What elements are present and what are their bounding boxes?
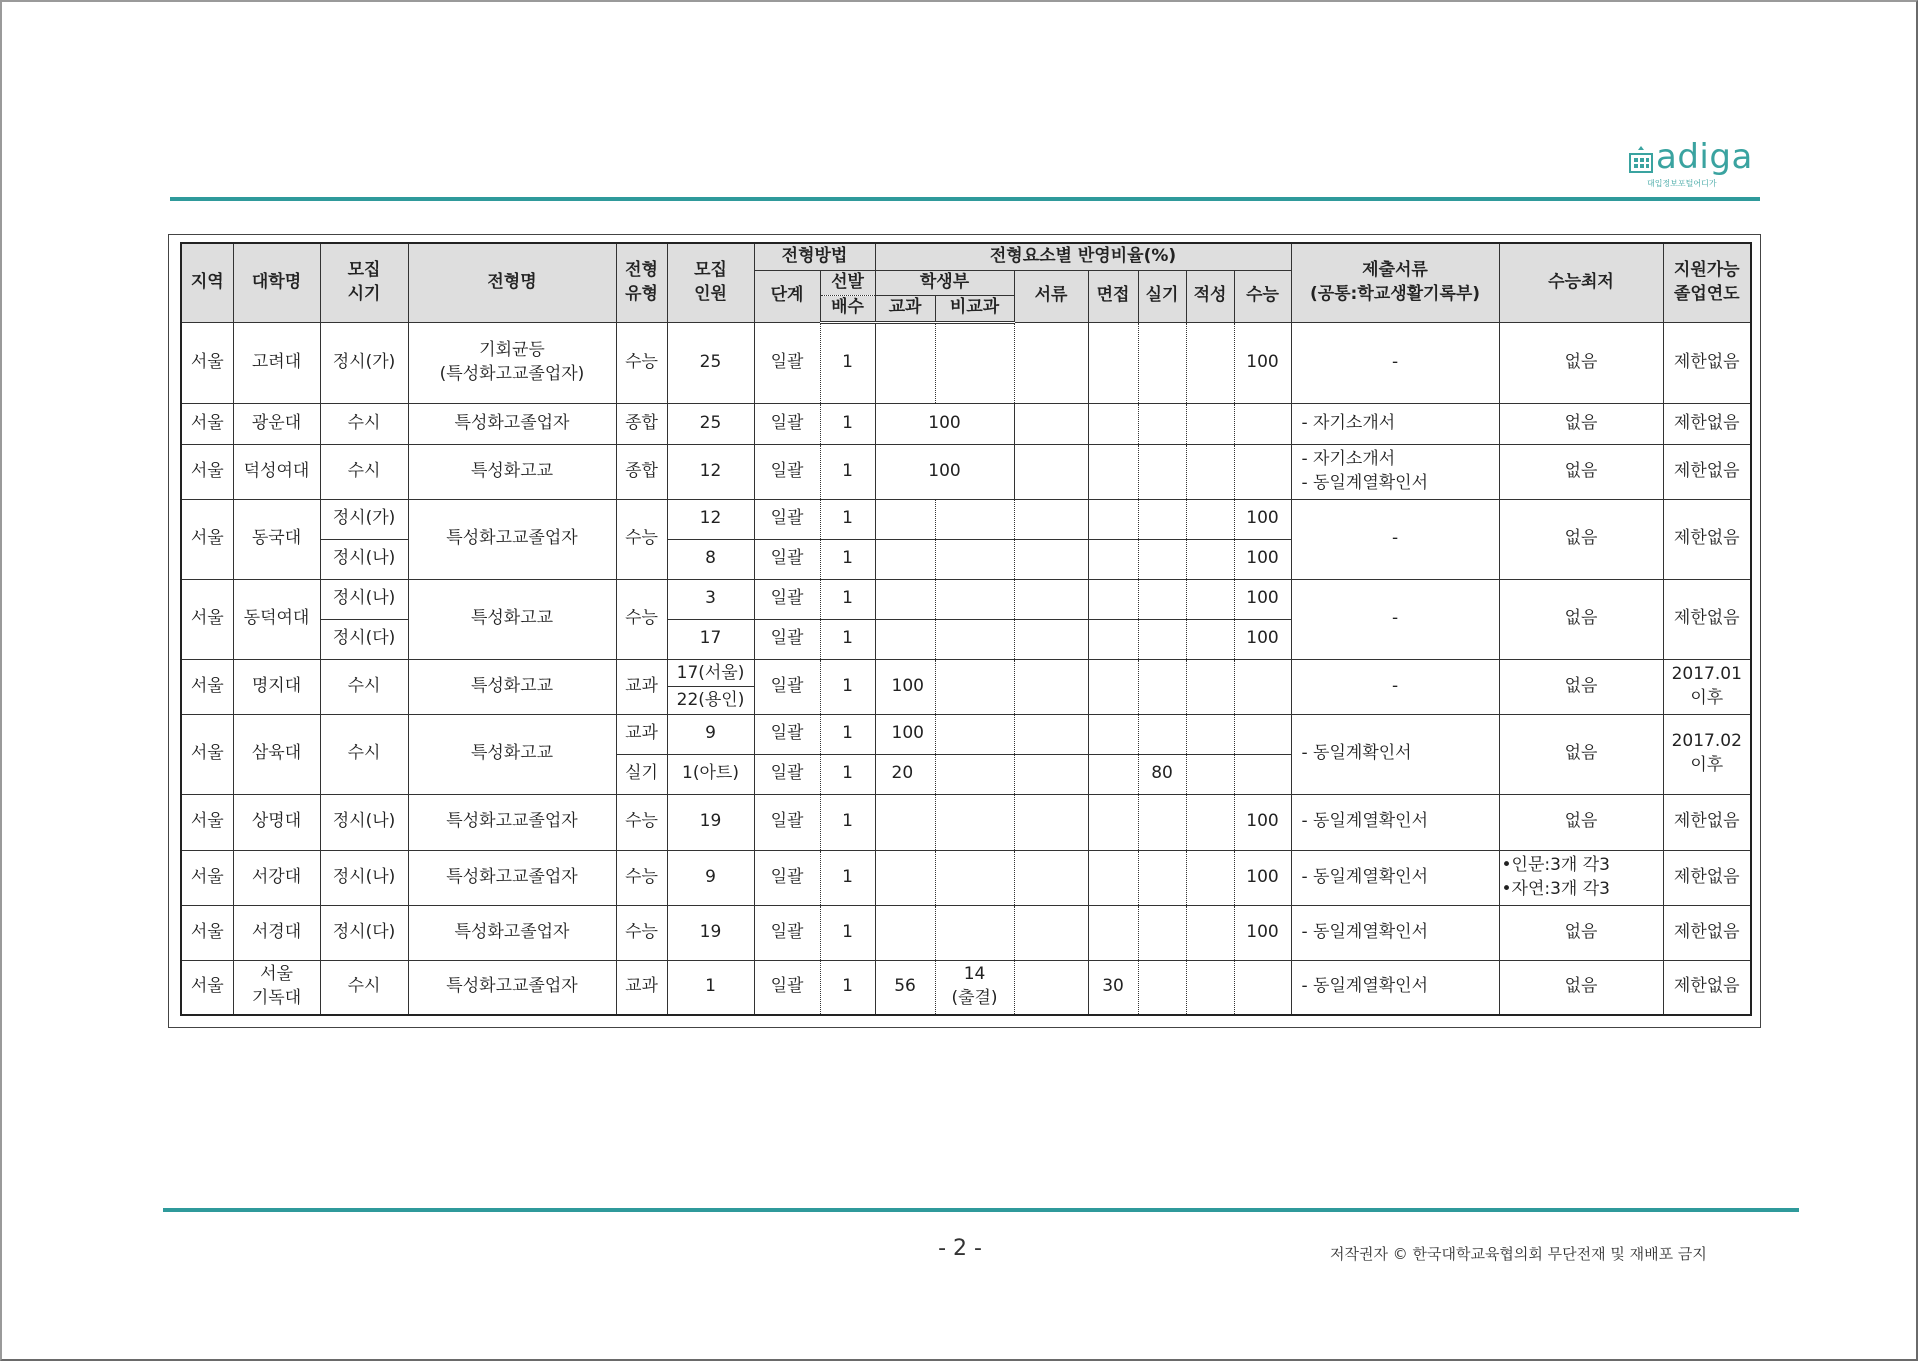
table-cell [1186, 444, 1234, 499]
header-aptitude: 적성 [1186, 270, 1234, 322]
table-row [181, 714, 1751, 754]
table-cell: 1(아트) [667, 754, 754, 794]
table-cell: 100 [875, 659, 935, 714]
table-cell [1663, 659, 1751, 714]
table-cell: 서울 [181, 794, 233, 850]
table-cell [1088, 579, 1138, 619]
table-cell: 일괄 [754, 960, 820, 1015]
table-cell [875, 539, 935, 579]
table-cell: 제한없음 [1663, 444, 1751, 499]
header-track-type [616, 243, 667, 322]
cell-text: 14 [963, 964, 986, 985]
table-cell [935, 659, 1014, 714]
table-cell: 서울 [181, 905, 233, 960]
table-cell: 수시 [320, 714, 408, 794]
header-ratio: 전형요소별 반영비율(%) [875, 243, 1291, 270]
table-cell: 서울 [181, 714, 233, 794]
table-cell: 1 [820, 403, 875, 444]
cell-text: 지원가능 [1673, 259, 1740, 280]
table-cell [1186, 794, 1234, 850]
table-cell: 100 [1234, 499, 1291, 539]
table-cell [667, 659, 754, 714]
table-cell [1138, 322, 1186, 403]
table-cell [1088, 619, 1138, 659]
table-cell: 없음 [1499, 714, 1663, 794]
table-cell: 3 [667, 579, 754, 619]
table-cell: 수능 [616, 579, 667, 659]
table-cell: 삼육대 [233, 714, 320, 794]
table-cell: 일괄 [754, 539, 820, 579]
header-subject: 교과 [875, 295, 935, 322]
table-cell: 1 [820, 794, 875, 850]
table-cell [1088, 714, 1138, 754]
table-cell: 수능 [616, 794, 667, 850]
table-cell: 정시(다) [320, 619, 408, 659]
table-cell [1234, 659, 1291, 714]
table-cell [1138, 619, 1186, 659]
table-cell: 수능 [616, 322, 667, 403]
table-cell [935, 850, 1014, 905]
table-cell: 1 [820, 905, 875, 960]
table-cell: 없음 [1499, 444, 1663, 499]
cell-text: 2017.02 [1671, 731, 1742, 752]
table-cell: 정시(나) [320, 579, 408, 619]
table-cell: 100 [1234, 794, 1291, 850]
table-cell: 일괄 [754, 322, 820, 403]
table-cell: 25 [667, 322, 754, 403]
table-row [181, 499, 1751, 539]
table-cell [1138, 794, 1186, 850]
table-cell [1088, 499, 1138, 539]
header-docs-elem: 서류 [1014, 270, 1088, 322]
table-cell: 정시(나) [320, 794, 408, 850]
header-period [320, 243, 408, 322]
cell-text: (공통:학교생활기록부) [1309, 283, 1481, 304]
table-cell [935, 905, 1014, 960]
table-cell [1138, 659, 1186, 714]
table-cell: 일괄 [754, 659, 820, 714]
header-record: 학생부 [875, 270, 1014, 295]
table-cell: 제한없음 [1663, 403, 1751, 444]
table-row [181, 403, 1751, 444]
header-region: 지역 [181, 243, 233, 322]
cell-text: (출결) [951, 988, 998, 1009]
cell-text: 시기 [347, 283, 381, 304]
table-cell [1088, 794, 1138, 850]
table-cell: 동국대 [233, 499, 320, 579]
table-cell: 특성화고교 [408, 659, 616, 714]
adiga-logo [1628, 137, 1764, 190]
table-cell [1186, 619, 1234, 659]
table-cell: 종합 [616, 403, 667, 444]
cell-text: 유형 [625, 283, 658, 304]
table-cell: 서울 [181, 403, 233, 444]
cell-text: 서울 [260, 964, 293, 985]
table-cell [935, 579, 1014, 619]
cell-text: 이후 [1690, 755, 1724, 775]
header-method: 전형방법 [754, 243, 875, 270]
table-cell: 제한없음 [1663, 794, 1751, 850]
table-cell [875, 794, 935, 850]
table-cell [1014, 444, 1088, 499]
table-cell: 1 [667, 960, 754, 1015]
table-cell [1138, 905, 1186, 960]
table-cell: 고려대 [233, 322, 320, 403]
table-cell [1234, 714, 1291, 754]
table-cell [1186, 850, 1234, 905]
table-cell: 수능 [616, 850, 667, 905]
table-cell [1138, 403, 1186, 444]
table-cell: 교과 [616, 714, 667, 754]
header-csat-min: 수능최저 [1499, 243, 1663, 322]
table-cell: - 동일계열확인서 [1291, 905, 1499, 960]
table-cell: 특성화고교졸업자 [408, 499, 616, 579]
table-cell [1014, 579, 1088, 619]
table-cell [875, 619, 935, 659]
cell-text: •자연:3개 각3 [1501, 878, 1610, 899]
table-cell: 제한없음 [1663, 850, 1751, 905]
table-cell: 일괄 [754, 444, 820, 499]
cell-text: 이후 [1690, 687, 1724, 708]
table-cell: 실기 [616, 754, 667, 794]
table-cell: 명지대 [233, 659, 320, 714]
table-cell [1234, 444, 1291, 499]
table-cell [1138, 579, 1186, 619]
table-cell [1014, 794, 1088, 850]
header-documents [1291, 243, 1499, 322]
table-cell [1088, 539, 1138, 579]
table-cell [875, 579, 935, 619]
header-practical: 실기 [1138, 270, 1186, 322]
table-cell [1088, 850, 1138, 905]
table-cell [1014, 499, 1088, 539]
table-cell: 제한없음 [1663, 322, 1751, 403]
table-cell: 제한없음 [1663, 579, 1751, 659]
table-cell: 특성화고교졸업자 [408, 794, 616, 850]
table-cell: 일괄 [754, 714, 820, 754]
table-cell: - [1291, 499, 1499, 579]
cell-text: - 자기소개서 [1301, 448, 1396, 469]
table-cell [1014, 905, 1088, 960]
table-cell: 일괄 [754, 579, 820, 619]
cell-text: 제출서류 [1362, 259, 1428, 280]
table-cell [935, 499, 1014, 539]
page-number: - 2 - [938, 1236, 982, 1261]
table-cell: 상명대 [233, 794, 320, 850]
table-cell: 특성화고교졸업자 [408, 850, 616, 905]
table-row [181, 322, 1751, 403]
header-interview: 면접 [1088, 270, 1138, 322]
table-cell [1186, 499, 1234, 539]
table-cell: 수능 [616, 499, 667, 579]
table-cell: - 자기소개서 [1291, 403, 1499, 444]
cell-text: 전형 [625, 259, 658, 280]
table-cell: 100 [875, 714, 935, 754]
table-cell: 일괄 [754, 403, 820, 444]
table-cell: - 동일계확인서 [1291, 714, 1499, 794]
table-row [181, 905, 1751, 960]
header-multiple-1: 선발 [820, 270, 875, 295]
table-cell: - 동일계열확인서 [1291, 960, 1499, 1015]
table-cell: 서경대 [233, 905, 320, 960]
table-cell [1014, 403, 1088, 444]
table-cell [935, 794, 1014, 850]
table-cell: 정시(나) [320, 850, 408, 905]
table-cell: 특성화고졸업자 [408, 905, 616, 960]
table-cell: 광운대 [233, 403, 320, 444]
table-row [181, 579, 1751, 619]
table-cell: 수시 [320, 960, 408, 1015]
table-row [181, 960, 1751, 1015]
table-cell [1088, 322, 1138, 403]
table-cell [1186, 754, 1234, 794]
table-cell: 수시 [320, 659, 408, 714]
table-cell [408, 322, 616, 403]
table-cell: 1 [820, 499, 875, 539]
table-cell: 17 [667, 619, 754, 659]
cell-text: 인원 [694, 283, 727, 304]
table-cell: 없음 [1499, 659, 1663, 714]
table-cell [1014, 659, 1088, 714]
cell-text: (특성화고교졸업자) [439, 363, 585, 384]
cell-text: 17(서울) [668, 660, 754, 687]
table-cell: 정시(나) [320, 539, 408, 579]
table-cell: 서울 [181, 499, 233, 579]
cell-text: 기회균등 [479, 339, 545, 360]
cell-text: •인문:3개 각3 [1501, 854, 1610, 875]
table-cell: 56 [875, 960, 935, 1015]
table-cell: 9 [667, 714, 754, 754]
table-cell: 서울 [181, 850, 233, 905]
table-cell: 1 [820, 322, 875, 403]
logo-subtitle: 대입정보포털어디가 [1647, 179, 1717, 188]
table-cell: 수시 [320, 444, 408, 499]
table-cell: 일괄 [754, 905, 820, 960]
table-cell: 특성화고교 [408, 714, 616, 794]
table-cell [1014, 850, 1088, 905]
table-cell: 없음 [1499, 905, 1663, 960]
header-grad-year [1663, 243, 1751, 322]
table-cell: 수능 [616, 905, 667, 960]
table-cell: 없음 [1499, 403, 1663, 444]
table-cell: - [1291, 579, 1499, 659]
table-row [181, 444, 1751, 499]
table-cell: 19 [667, 794, 754, 850]
table-cell [1186, 539, 1234, 579]
table-cell [1186, 905, 1234, 960]
table-cell: 서울 [181, 659, 233, 714]
table-cell [1014, 539, 1088, 579]
table-cell: 없음 [1499, 579, 1663, 659]
table-cell: - [1291, 659, 1499, 714]
table-cell: 정시(다) [320, 905, 408, 960]
table-cell: 서울 [181, 579, 233, 659]
table-cell: 100 [1234, 539, 1291, 579]
cell-text: 졸업연도 [1673, 283, 1740, 304]
table-cell: 일괄 [754, 850, 820, 905]
header-track-name: 전형명 [408, 243, 616, 322]
table-cell: 교과 [616, 659, 667, 714]
table-cell: 일괄 [754, 499, 820, 539]
table-cell: 제한없음 [1663, 960, 1751, 1015]
table-cell [1186, 403, 1234, 444]
table-cell: 종합 [616, 444, 667, 499]
table-row [181, 794, 1751, 850]
cell-text: 모집 [347, 259, 381, 280]
table-cell: 동덕여대 [233, 579, 320, 659]
table-cell [875, 322, 935, 403]
header-csat: 수능 [1234, 270, 1291, 322]
table-cell: 100 [1234, 905, 1291, 960]
table-cell: 1 [820, 539, 875, 579]
table-cell: 20 [875, 754, 935, 794]
table-cell [1014, 754, 1088, 794]
table-cell: 100 [1234, 619, 1291, 659]
table-cell: 특성화고교 [408, 444, 616, 499]
table-cell: 제한없음 [1663, 905, 1751, 960]
table-cell [935, 322, 1014, 403]
table-cell: 교과 [616, 960, 667, 1015]
table-cell: 없음 [1499, 499, 1663, 579]
table-cell [1088, 905, 1138, 960]
table-row [181, 850, 1751, 905]
admission-table [180, 242, 1752, 1016]
table-cell: 일괄 [754, 754, 820, 794]
table-cell [1186, 960, 1234, 1015]
table-cell [935, 754, 1014, 794]
table-cell [1291, 444, 1499, 499]
header-non-subject: 비교과 [935, 295, 1014, 322]
table-cell [875, 499, 935, 539]
table-cell: - [1291, 322, 1499, 403]
table-cell [1014, 960, 1088, 1015]
table-cell: 9 [667, 850, 754, 905]
table-cell: 일괄 [754, 619, 820, 659]
table-cell: 19 [667, 905, 754, 960]
table-cell [1234, 403, 1291, 444]
footer-rule [163, 1208, 1799, 1212]
table-cell [935, 619, 1014, 659]
table-cell [1186, 579, 1234, 619]
table-cell: 1 [820, 444, 875, 499]
table-cell [1138, 714, 1186, 754]
header-quota [667, 243, 754, 322]
table-cell [1088, 403, 1138, 444]
table-cell [1234, 754, 1291, 794]
table-cell: 30 [1088, 960, 1138, 1015]
table-cell [935, 539, 1014, 579]
table-cell [1088, 754, 1138, 794]
header-stage: 단계 [754, 270, 820, 322]
table-cell: 없음 [1499, 960, 1663, 1015]
logo-building-icon [1628, 146, 1654, 176]
table-cell: 일괄 [754, 794, 820, 850]
table-cell: 특성화고졸업자 [408, 403, 616, 444]
table-cell [1014, 322, 1088, 403]
table-cell: 없음 [1499, 322, 1663, 403]
table-cell: 1 [820, 619, 875, 659]
table-cell [1186, 714, 1234, 754]
table-cell: 100 [875, 403, 1014, 444]
table-cell [1234, 960, 1291, 1015]
table-cell: 1 [820, 659, 875, 714]
table-cell [1186, 322, 1234, 403]
table-cell: 특성화고교 [408, 579, 616, 659]
table-cell: 수시 [320, 403, 408, 444]
header-multiple-2: 배수 [820, 295, 875, 322]
table-cell [1138, 499, 1186, 539]
logo-text: adiga [1656, 137, 1753, 177]
table-cell: 100 [1234, 322, 1291, 403]
table-cell [1088, 659, 1138, 714]
cell-text: - 동일계열확인서 [1301, 472, 1429, 493]
table-cell: 서울 [181, 960, 233, 1015]
table-cell: 100 [875, 444, 1014, 499]
cell-text: 모집 [694, 259, 727, 280]
header-university: 대학명 [233, 243, 320, 322]
table-cell: 12 [667, 499, 754, 539]
cell-text: 기독대 [251, 988, 302, 1009]
header-rule [170, 197, 1760, 201]
cell-text: 22(용인) [676, 690, 745, 710]
table-cell: 100 [1234, 579, 1291, 619]
table-cell: 80 [1138, 754, 1186, 794]
table-cell: 서울 [181, 322, 233, 403]
table-cell: 1 [820, 754, 875, 794]
table-cell [935, 960, 1014, 1015]
table-cell: 100 [1234, 850, 1291, 905]
table-cell: 정시(가) [320, 499, 408, 539]
table-cell [935, 714, 1014, 754]
table-cell: 12 [667, 444, 754, 499]
table-cell [1138, 850, 1186, 905]
table-cell [875, 850, 935, 905]
table-cell: 제한없음 [1663, 499, 1751, 579]
table-cell: 8 [667, 539, 754, 579]
table-cell [1138, 960, 1186, 1015]
table-cell [1014, 714, 1088, 754]
table-cell: 서울 [181, 444, 233, 499]
table-cell: 정시(가) [320, 322, 408, 403]
table-cell: 없음 [1499, 794, 1663, 850]
table-cell: - 동일계열확인서 [1291, 850, 1499, 905]
table-cell: 덕성여대 [233, 444, 320, 499]
cell-text: 2017.01 [1671, 663, 1742, 684]
table-cell [875, 905, 935, 960]
table-cell: - 동일계열확인서 [1291, 794, 1499, 850]
table-cell [1138, 444, 1186, 499]
table-cell [1663, 714, 1751, 794]
table-cell: 특성화고교졸업자 [408, 960, 616, 1015]
table-cell [233, 960, 320, 1015]
table-cell: 1 [820, 850, 875, 905]
table-cell [1088, 444, 1138, 499]
table-cell [1186, 659, 1234, 714]
table-cell: 서강대 [233, 850, 320, 905]
table-cell [1014, 619, 1088, 659]
table-cell: 1 [820, 960, 875, 1015]
table-cell: 25 [667, 403, 754, 444]
table-cell: 1 [820, 714, 875, 754]
table-cell [1499, 850, 1663, 905]
table-row [181, 659, 1751, 714]
copyright-notice: 저작권자 © 한국대학교육협의회 무단전재 및 재배포 금지 [1330, 1245, 1707, 1263]
table-cell: 1 [820, 579, 875, 619]
table-cell [1138, 539, 1186, 579]
